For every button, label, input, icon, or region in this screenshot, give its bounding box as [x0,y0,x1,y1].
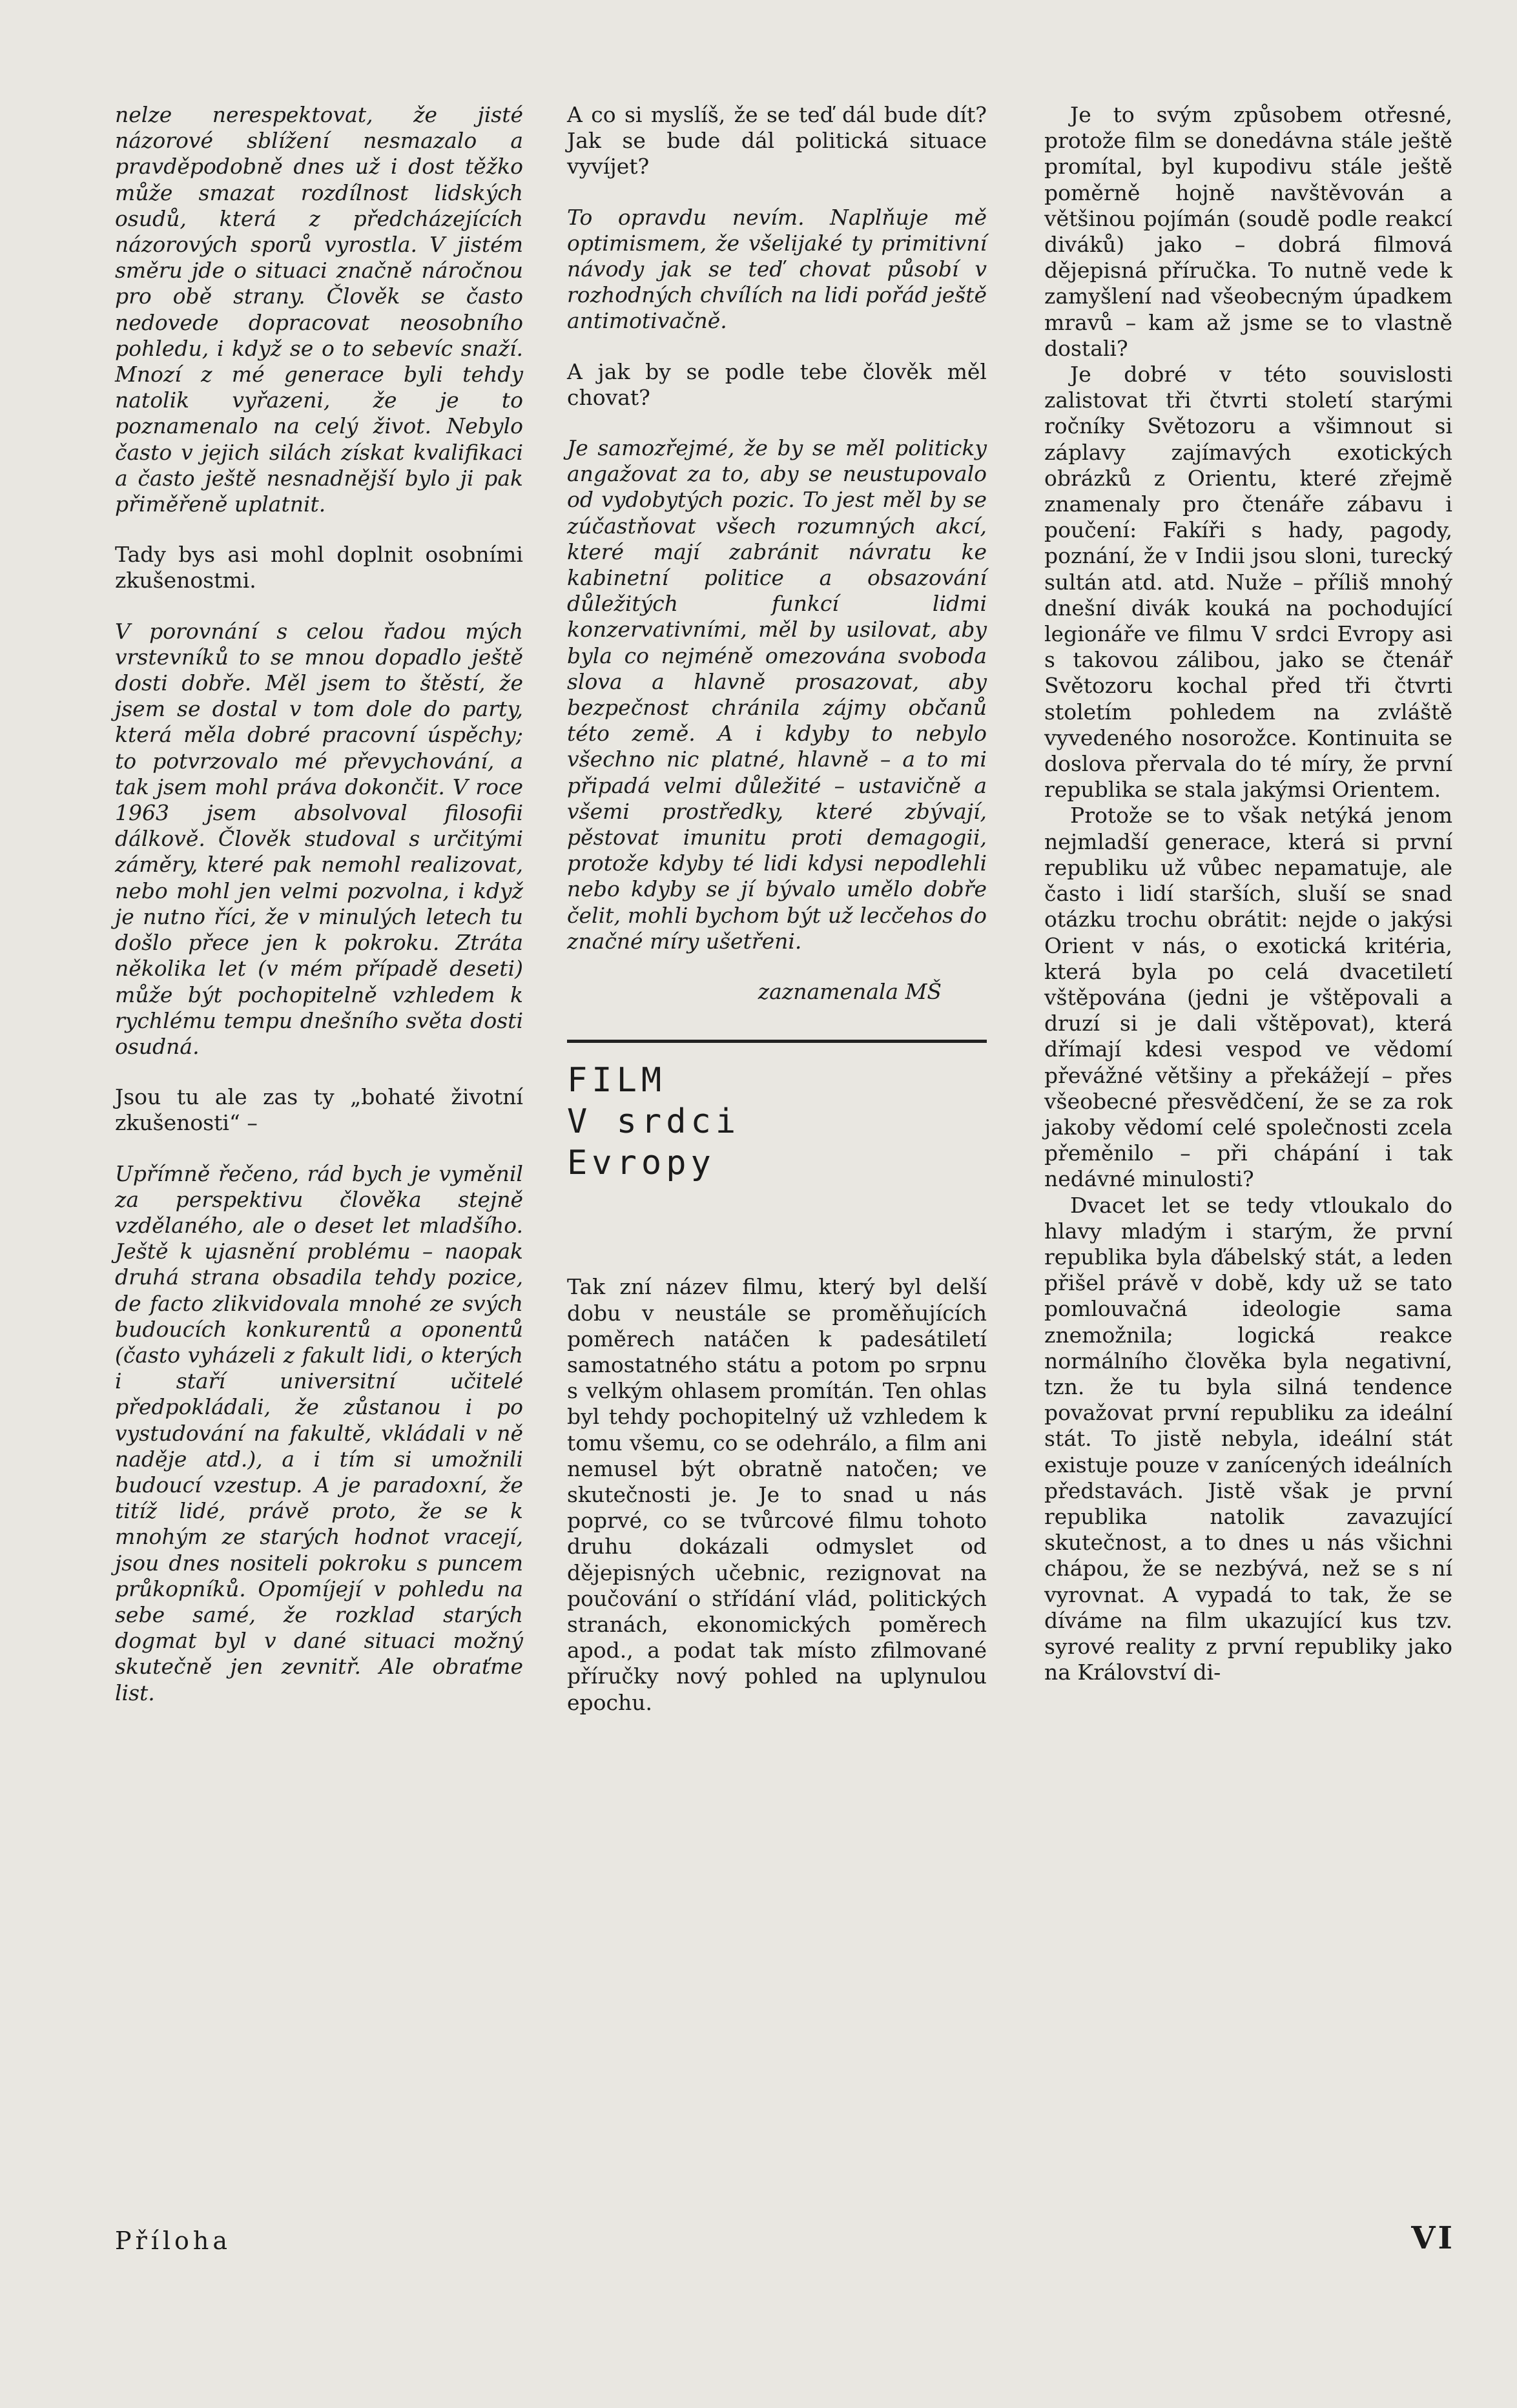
interview-answer: To opravdu nevím. Naplňuje mě optimismem, že všelijaké ty primitivní návody jak se teď chovat působí v rozhodných chvílích na lidi pořád ještě antimotivačně. [567,204,987,334]
interview-answer: V porovnání s celou řadou mých vrstevníků to se mnou dopadlo ještě dosti dobře. Měl jsem to štěstí, že jsem se dostal v tom dole do party, která měla dobré pracovní úspěchy; to potvrzovalo mé převychování, a tak jsem mohl práva dokončit. V roce 1963 jsem absolvoval filosofii dálkově. Člověk studoval s určitými záměry, které pak nemohl realizovat, nebo mohl jen velmi pozvolna, i když je nutno říci, že v minulých letech tu došlo přece jen k pokroku. Ztráta několika let (v mém případě deseti) může být pochopitelně vzhledem k rychlému tempu dnešního světa dosti osudná. [115,618,523,1059]
heading-line: Evropy [567,1144,716,1183]
heading-line: FILM [567,1061,666,1100]
film-article-paragraph: Je to svým způsobem otřesné, protože film se donedávna stále ještě promítal, byl kupodivu stále ještě poměrně hojně navštěvován a většinou pojímán (soudě podle reakcí diváků) jako – dobrá filmová dějepisná příručka. To nutně vede k zamyšlení nad všeobecným úpadkem mravů – kam až jsme se to vlastně dostali? [1044,102,1452,361]
film-article-paragraph: Je dobré v této souvislosti zalistovat tři čtvrti století starými ročníky Světozoru a všimnout si záplavy zajímavých exotických obrázků z Orientu, které zřejmě znamenaly pro čtenáře zábavu i poučení: Fakíři s hady, pagody, poznání, že v Indii jsou sloni, turecký sultán atd. atd. Nuže – příliš mnohý dnešní divák kouká na pochodující legionáře ve filmu V srdci Evropy asi s takovou zálibou, jako se čtenář Světozoru kochal před tři čtvrti stoletím pohledem na zvláště vyvedeného nosorožce. Kontinuita se doslova přervala do té míry, že první republika se stala jakýmsi Orientem. [1044,362,1452,803]
column-left [115,102,523,1731]
interview-question: A co si myslíš, že se teď dál bude dít? Jak se bude dál politická situace vyvíjet? [567,102,987,180]
column-middle [567,102,987,1740]
film-article-paragraph: Protože se to však netýká jenom nejmladší generace, která si první republiku už vůbec nepamatuje, ale často i lidí starších, sluší se snad otázku trochu obrátit: nejde o jakýsi Orient v nás, o exotická kritéria, která byla po celá dvacetiletí vštěpována (jedni je vštěpovali a druzí si je dali vštěpovat), která dřímají kdesi vespod ve vědomí převážné většiny a překážejí – přes všeobecné přesvědčení, že se za rok jakoby vědomí celé společnosti zcela přeměnilo – při chápání i tak nedávné minulosti? [1044,803,1452,1192]
heading-line: V srdci [567,1102,741,1142]
interview-question: A jak by se podle tebe člověk měl chovat? [567,358,987,410]
film-article-paragraph: Tak zní název filmu, který byl delší dobu v neustále se proměňujících poměrech natáčen k padesátiletí samostatného státu a potom po srpnu s velkým ohlasem promítán. Ten ohlas byl tehdy pochopitelný už vzhledem k tomu všemu, co se odehrálo, a film ani nemusel být obratně natočen; ve skutečnosti je. Je to snad u nás poprvé, co se tvůrcové filmu tohoto druhu dokázali odmyslet od dějepisných učebnic, rezignovat na poučování o střídání vlád, politických stranách, ekonomických poměrech apod., a podat tak místo zfilmované příručky nový pohled na uplynulou epochu. [567,1274,987,1715]
interview-answer: Upřímně řečeno, rád bych je vyměnil za perspektivu člověka stejně vzdělaného, ale o deset let mladšího. Ještě k ujasnění problému – naopak druhá strana obsadila tehdy pozice, de facto zlikvidovala mnohé ze svých budoucích konkurentů a oponentů (často vyházeli z fakult lidi, o kterých i staří universitní učitelé předpokládali, že zůstanou i po vystudování na fakultě, vkládali v ně naděje atd.), a i tím si umožnili budoucí vzestup. A je paradoxní, že titíž lidé, právě proto, že se k mnohým ze starých hodnot vracejí, jsou dnes nositeli pokroku s puncem průkopníků. Opomíjejí v pohledu na sebe samé, že rozklad starých dogmat byl v dané situaci možný skutečně jen zevnitř. Ale obraťme list. [115,1160,523,1705]
film-section-heading [567,1060,987,1184]
interview-question: Tady bys asi mohl doplnit osobními zkušenostmi. [115,542,523,593]
interview-question: Jsou tu ale zas ty „bohaté životní zkušenosti“ – [115,1084,523,1136]
interview-answer: Je samozřejmé, že by se měl politicky angažovat za to, aby se neustupovalo od vydobytých pozic. To jest měl by se zúčastňovat všech rozumných akcí, které mají zabránit návratu ke kabinetní politice a obsazování důležitých funkcí lidmi konzervativními, měl by usilovat, aby byla co nejméně omezována svoboda slova a hlavně prosazovat, aby bezpečnost chránila zájmy občanů této země. A i kdyby to nebylo všechno nic platné, hlavně – a to mi připadá velmi důležité – ustavičně a všemi prostředky, které zbývají, pěstovat imunitu proti demagogii, protože kdyby té lidi kdysi nepodlehli nebo kdyby se jí bývalo umělo dobře čelit, mohli bychom být už lecčehos do značné míry ušetřeni. [567,435,987,954]
column-right [1044,102,1452,1685]
film-article-paragraph: Dvacet let se tedy vtloukalo do hlavy mladým i starým, že první republika byla ďábelský stát, a leden přišel právě v době, kdy už se tato pomlouvačná ideologie sama znemožnila; logická reakce normálního člověka byla negativní, tzn. že tu byla silná tendence považovat první republiku za ideální stát. To jistě nebyla, ideální stát existuje pouze v zanícených ideálních představách. Jistě však je první republika natolik zavazující skutečnost, a to dnes u nás všichni chápou, že se nezbývá, než se s ní vyrovnat. A vypadá to tak, že se díváme na film ukazující kus tzv. syrové reality z první republiky jako na Království di- [1044,1192,1452,1685]
section-divider [567,1040,987,1043]
footer-section-label: Příloha [115,2227,232,2255]
interview-answer: nelze nerespektovat, že jisté názorové sblížení nesmazalo a pravděpodobně dnes už i dost těžko může smazat rozdílnost lidských osudů, která z předcházejících názorových sporů vyrostla. V jistém směru jde o situaci značně náročnou pro obě strany. Člověk se často nedovede dopracovat neosobního pohledu, i když se o to sebevíc snaží. Mnozí z mé generace byli tehdy natolik vyřazeni, že je to poznamenalo na celý život. Nebylo často v jejich silách získat kvalifikaci a často ještě nesnadnější bylo ji pak přiměřeně uplatnit. [115,102,523,517]
author-signature: zaznamenala MŠ [758,979,942,1005]
page-number: VI [1411,2220,1455,2256]
